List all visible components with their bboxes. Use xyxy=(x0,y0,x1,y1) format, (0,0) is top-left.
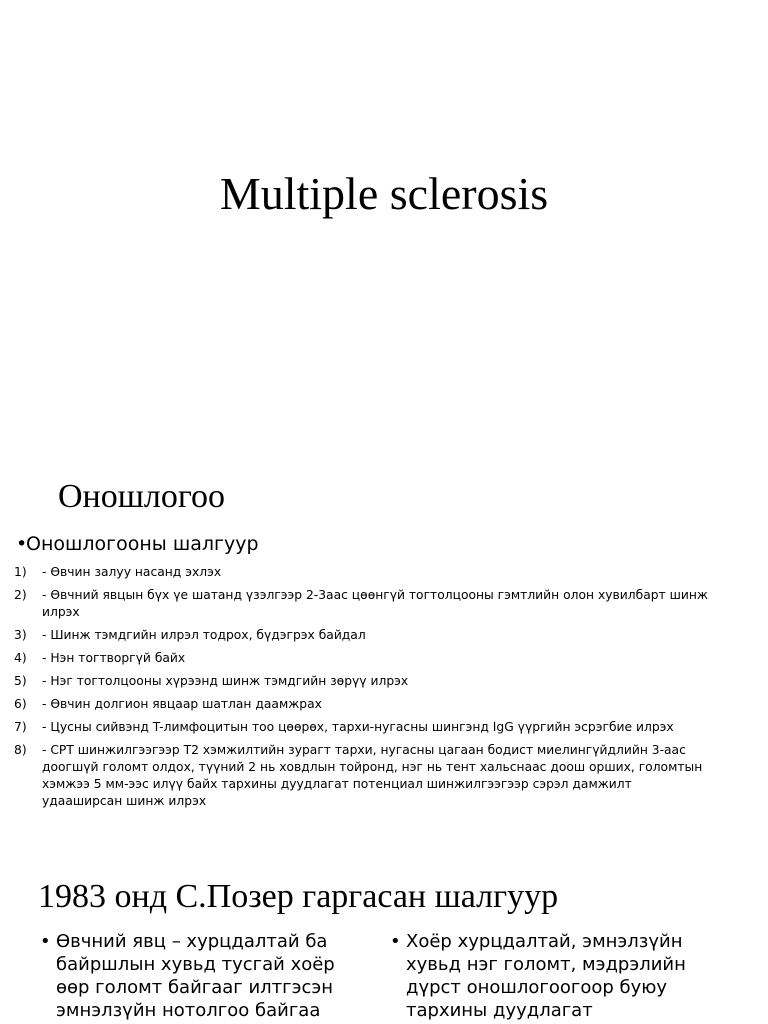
list-text: - Нэн тогтворгүй байх xyxy=(42,651,186,665)
criteria-heading xyxy=(16,531,259,557)
left-bullet xyxy=(40,930,350,1022)
list-text: - Өвчин залуу насанд эхлэх xyxy=(42,565,222,579)
list-text: - Өвчин долгион явцаар шатлан даамжрах xyxy=(42,697,322,711)
list-item xyxy=(14,719,714,736)
list-item xyxy=(14,627,714,644)
list-item xyxy=(14,587,714,621)
diagnosis-title: Оношлогоо xyxy=(58,478,225,515)
slide-title-heading: Multiple sclerosis xyxy=(219,168,549,219)
list-number: 5) xyxy=(14,674,27,688)
slide-diagnosis xyxy=(0,460,768,860)
list-text: - Цусны сийвэнд T-лимфоцитын тоо цөөрөх, тархи-нугасны шингэнд IgG үүргийн эсрэгбие илрэх xyxy=(42,720,674,734)
criteria-list xyxy=(14,564,714,816)
bullet-icon: • xyxy=(40,931,51,952)
list-item xyxy=(14,650,714,667)
bullet-icon: • xyxy=(16,533,28,555)
list-number: 3) xyxy=(14,628,27,642)
slide-poser-criteria xyxy=(0,860,768,1024)
list-item xyxy=(14,696,714,713)
list-item xyxy=(14,742,714,810)
list-number: 6) xyxy=(14,697,27,711)
list-text: - Нэг тогтолцооны хүрээнд шинж тэмдгийн зөрүү илрэх xyxy=(42,674,409,688)
list-item xyxy=(14,564,714,581)
list-item xyxy=(14,673,714,690)
list-number: 1) xyxy=(14,565,27,579)
slide-title xyxy=(0,0,768,460)
list-text: - Шинж тэмдгийн илрэл тодрох, бүдэгрэх байдал xyxy=(42,628,366,642)
list-number: 8) xyxy=(14,743,27,757)
criteria-heading-text: Оношлогооны шалгуур xyxy=(26,533,259,555)
list-number: 7) xyxy=(14,720,27,734)
bullet-icon: • xyxy=(390,931,401,952)
right-bullet-text: Хоёр хурцдалтай, эмнэлзүйн хувьд нэг голомт, мэдрэлийн дүрст оношлогоогоор буюу тархины дуудлагат xyxy=(406,931,686,1021)
list-text: - Өвчний явцын бүх үе шатанд үзэлгээр 2-3аас цөөнгүй тогтолцооны гэмтлийн олон хувилбарт шинж илрэх xyxy=(42,588,708,619)
list-number: 4) xyxy=(14,651,27,665)
left-bullet-text: Өвчний явц – хурцдалтай ба байршлын хувьд тусгай хоёр өөр голомт байгааг илтгэсэн эмнэлзүйн нотолгоо байгаа xyxy=(56,931,335,1021)
list-text: - СРТ шинжилгээгээр Т2 хэмжилтийн зурагт тархи, нугасны цагаан бодист миелингүйдлийн 3-аас доогшүй голомт олдох, түүний 2 нь ховдлын тойронд, нэг нь тент хальснаас доош орших, голомтын хэмжээ 5 мм-ээс илүү байх тархины дуудлагат потенциал шинжилгээгээр сэрэл дамжилт удааширсан шинж илрэх xyxy=(42,743,703,808)
right-bullet xyxy=(390,930,690,1022)
list-number: 2) xyxy=(14,588,27,602)
poser-title: 1983 онд С.Позер гаргасан шалгуур xyxy=(38,878,559,915)
